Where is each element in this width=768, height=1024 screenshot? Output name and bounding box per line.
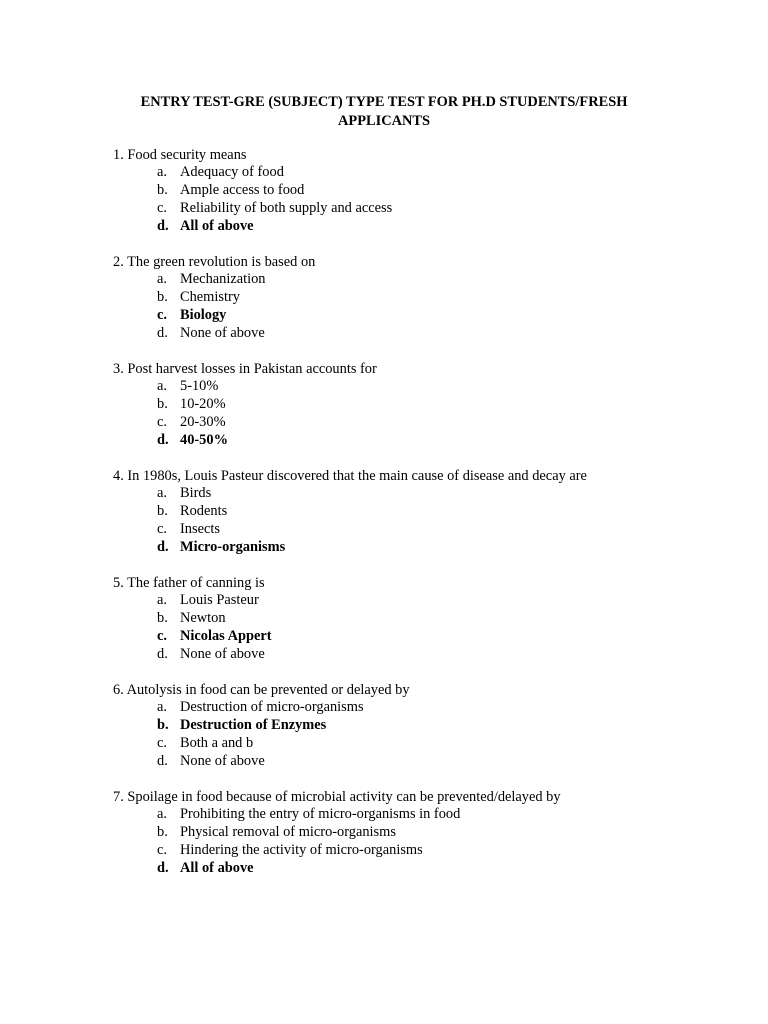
answer-option <box>113 289 673 307</box>
option-letter: a. <box>157 699 167 715</box>
option-letter: a. <box>157 485 167 501</box>
option-letter: c. <box>157 627 167 644</box>
option-letter: b. <box>157 823 168 840</box>
correct-answer-option <box>113 717 673 735</box>
option-text: All of above <box>180 859 254 876</box>
correct-answer-option <box>113 307 673 325</box>
option-letter: c. <box>157 413 167 430</box>
answer-option <box>113 824 673 842</box>
page-title: ENTRY TEST-GRE (SUBJECT) TYPE TEST FOR PH.D STUDENTS/FRESH APPLICANTS <box>140 94 628 129</box>
option-text: Birds <box>180 485 212 501</box>
correct-answer-option <box>113 539 673 557</box>
question-text: 6. Autolysis in food can be prevented or delayed by <box>113 682 410 698</box>
option-text: Physical removal of micro-organisms <box>180 823 396 840</box>
option-text: None of above <box>180 645 265 662</box>
option-text: Nicolas Appert <box>180 627 272 644</box>
option-letter: a. <box>157 271 167 287</box>
option-text: Both a and b <box>180 734 254 751</box>
option-text: None of above <box>180 324 265 341</box>
question-6 <box>113 681 673 771</box>
option-letter: c. <box>157 306 167 323</box>
question-3 <box>113 360 673 450</box>
answer-option <box>113 182 673 200</box>
option-text: 40-50% <box>180 431 228 448</box>
question-text: 7. Spoilage in food because of microbial activity can be prevented/delayed by <box>113 789 561 805</box>
answer-option <box>113 164 673 182</box>
option-letter: d. <box>157 431 169 448</box>
answer-option <box>113 806 673 824</box>
option-text: Chemistry <box>180 288 240 305</box>
question-text: 4. In 1980s, Louis Pasteur discovered that the main cause of disease and decay are <box>113 468 587 484</box>
answer-option <box>113 378 673 396</box>
option-text: Newton <box>180 609 226 626</box>
option-letter: b. <box>157 181 168 198</box>
option-letter: a. <box>157 806 167 822</box>
answer-option <box>113 646 673 664</box>
answer-option <box>113 842 673 860</box>
answer-option <box>113 503 673 521</box>
option-text: Hindering the activity of micro-organisms <box>180 841 423 858</box>
question-2 <box>113 253 673 343</box>
option-text: Destruction of Enzymes <box>180 716 327 733</box>
option-text: 5-10% <box>180 378 219 394</box>
option-letter: d. <box>157 217 169 234</box>
answer-option <box>113 521 673 539</box>
option-text: Insects <box>180 520 220 537</box>
option-letter: c. <box>157 520 167 537</box>
answer-option <box>113 610 673 628</box>
answer-option <box>113 200 673 218</box>
answer-option <box>113 396 673 414</box>
answer-option <box>113 414 673 432</box>
option-letter: c. <box>157 734 167 751</box>
option-letter: d. <box>157 324 168 341</box>
option-letter: d. <box>157 645 168 662</box>
answer-option <box>113 485 673 503</box>
question-5 <box>113 574 673 664</box>
question-7 <box>113 788 673 878</box>
answer-option <box>113 753 673 771</box>
answer-option <box>113 699 673 717</box>
option-text: Prohibiting the entry of micro-organisms in food <box>180 806 461 822</box>
option-text: Rodents <box>180 502 228 519</box>
option-letter: b. <box>157 395 168 412</box>
option-letter: c. <box>157 199 167 216</box>
question-text: 2. The green revolution is based on <box>113 254 316 270</box>
question-4 <box>113 467 673 557</box>
correct-answer-option <box>113 218 673 236</box>
option-text: Micro-organisms <box>180 538 286 555</box>
option-text: Destruction of micro-organisms <box>180 699 364 715</box>
answer-option <box>113 271 673 289</box>
option-text: Louis Pasteur <box>180 592 259 608</box>
option-text: Ample access to food <box>180 181 305 198</box>
option-letter: a. <box>157 164 167 180</box>
answer-option <box>113 325 673 343</box>
question-text: 1. Food security means <box>113 147 247 163</box>
option-text: 20-30% <box>180 413 226 430</box>
option-letter: d. <box>157 859 169 876</box>
correct-answer-option <box>113 432 673 450</box>
option-text: None of above <box>180 752 265 769</box>
correct-answer-option <box>113 628 673 646</box>
option-letter: a. <box>157 592 167 608</box>
option-text: Mechanization <box>180 271 266 287</box>
option-text: Biology <box>180 306 227 323</box>
question-text: 3. Post harvest losses in Pakistan accounts for <box>113 361 377 377</box>
question-text: 5. The father of canning is <box>113 575 265 591</box>
option-letter: b. <box>157 502 168 519</box>
correct-answer-option <box>113 860 673 878</box>
option-letter: a. <box>157 378 167 394</box>
question-1 <box>113 146 673 236</box>
option-letter: d. <box>157 538 169 555</box>
option-letter: d. <box>157 752 168 769</box>
option-letter: b. <box>157 609 168 626</box>
option-letter: c. <box>157 841 167 858</box>
answer-option <box>113 592 673 610</box>
option-text: 10-20% <box>180 395 226 412</box>
option-letter: b. <box>157 288 168 305</box>
option-text: All of above <box>180 217 254 234</box>
option-letter: b. <box>157 716 169 733</box>
option-text: Adequacy of food <box>180 164 284 180</box>
option-text: Reliability of both supply and access <box>180 199 393 216</box>
answer-option <box>113 735 673 753</box>
